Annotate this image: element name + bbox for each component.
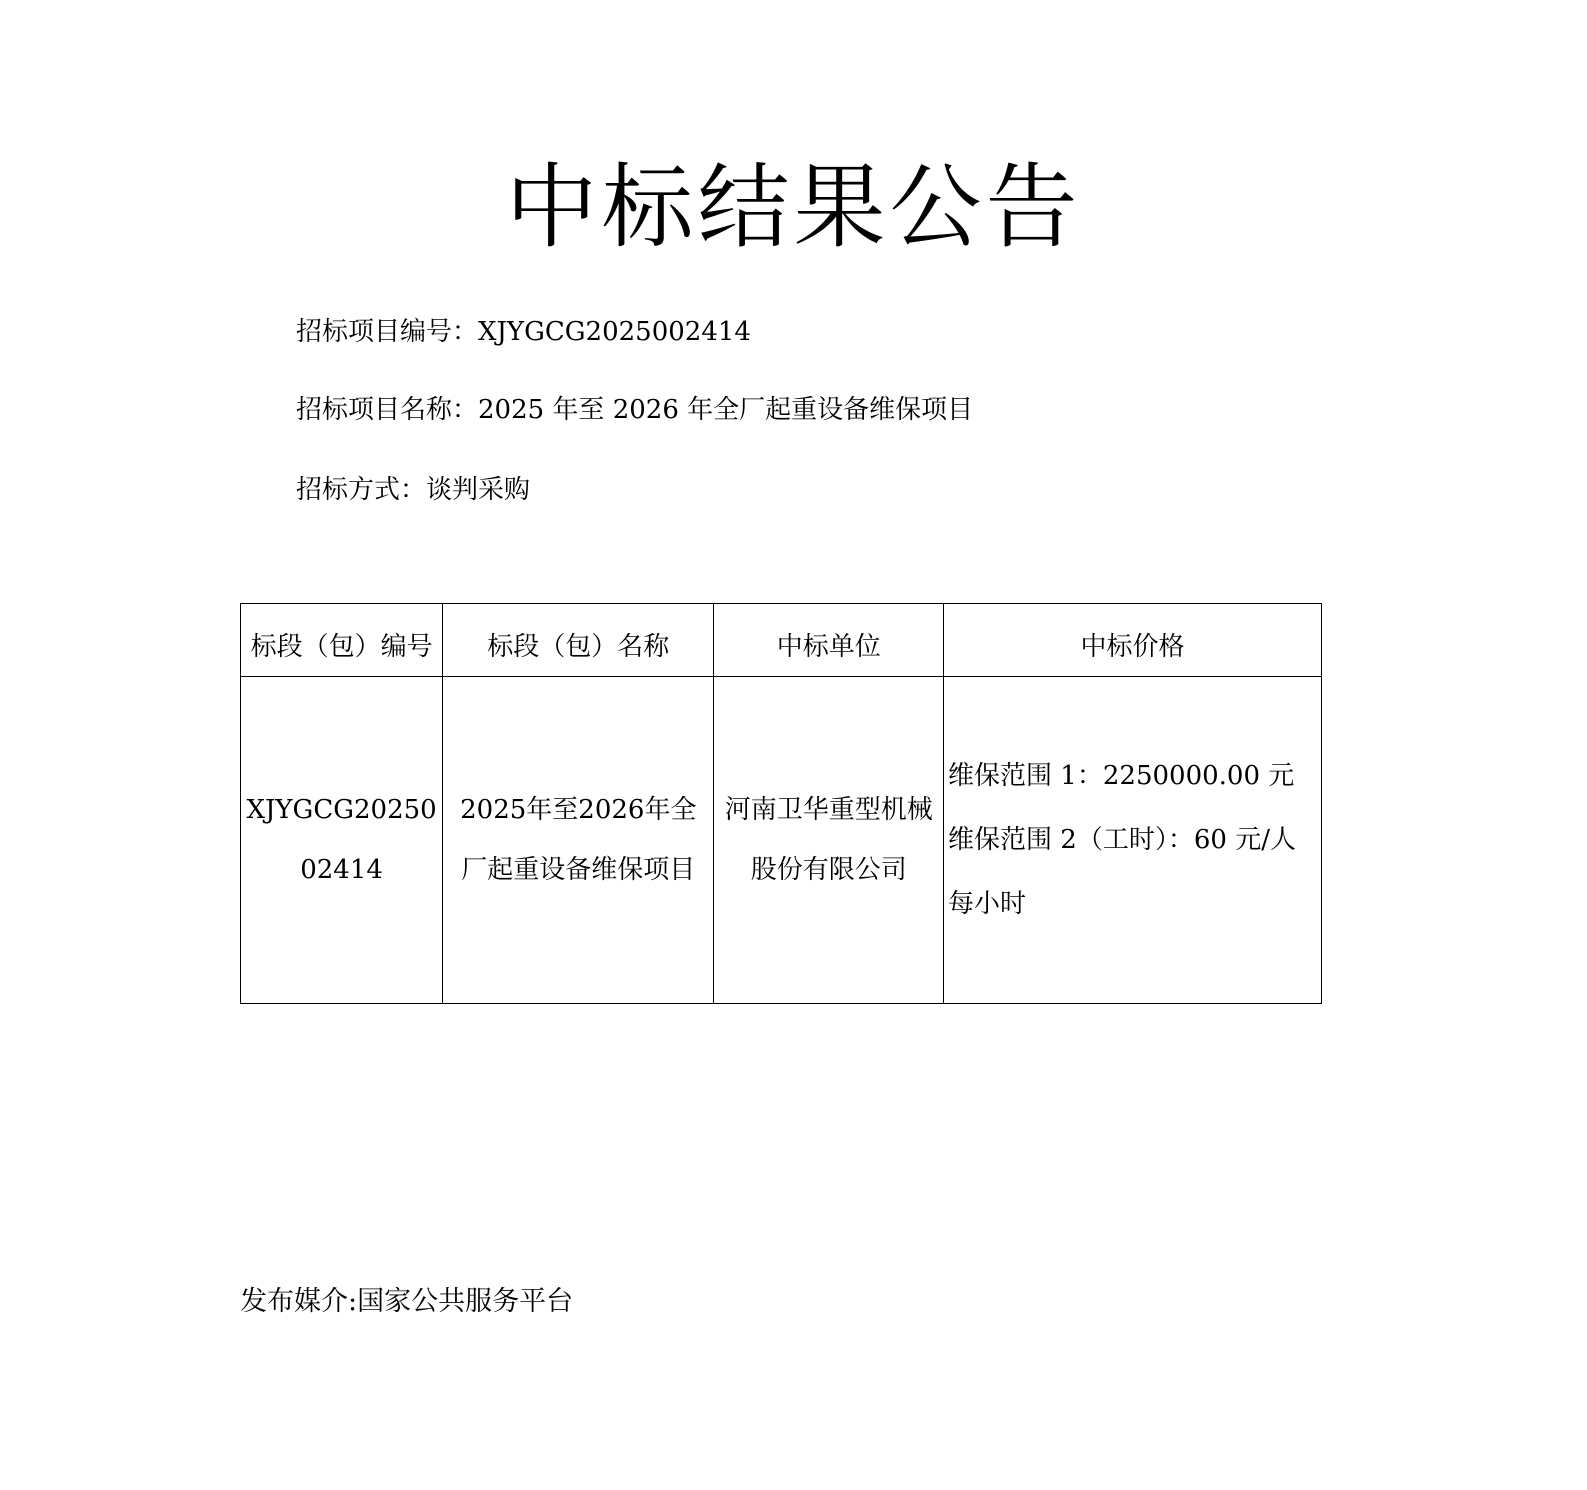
project-name: 招标项目名称：2025 年至 2026 年全厂起重设备维保项目 bbox=[296, 395, 974, 425]
table-row bbox=[241, 677, 1322, 1004]
header-winner: 中标单位 bbox=[714, 604, 944, 677]
page-title: 中标结果公告 bbox=[505, 154, 1082, 261]
header-lot-name: 标段（包）名称 bbox=[443, 604, 714, 677]
procurement-method: 招标方式：谈判采购 bbox=[296, 475, 531, 505]
project-number: 招标项目编号：XJYGCG2025002414 bbox=[296, 317, 751, 347]
cell-lot-number: XJYGCG2025002414 bbox=[241, 677, 443, 1004]
table-header-row bbox=[241, 604, 1322, 677]
price-scope-1: 维保范围 1：2250000.00 元 bbox=[948, 761, 1295, 791]
header-lot-number: 标段（包）编号 bbox=[241, 604, 443, 677]
cell-price bbox=[944, 677, 1322, 1004]
cell-winner: 河南卫华重型机械股份有限公司 bbox=[714, 677, 944, 1004]
header-price: 中标价格 bbox=[944, 604, 1322, 677]
price-scope-2: 维保范围 2（工时）：60 元/人每小时 bbox=[948, 825, 1296, 919]
result-table bbox=[240, 603, 1322, 1004]
cell-lot-name: 2025年至2026年全厂起重设备维保项目 bbox=[443, 677, 714, 1004]
publish-media: 发布媒介:国家公共服务平台 bbox=[240, 1286, 574, 1317]
